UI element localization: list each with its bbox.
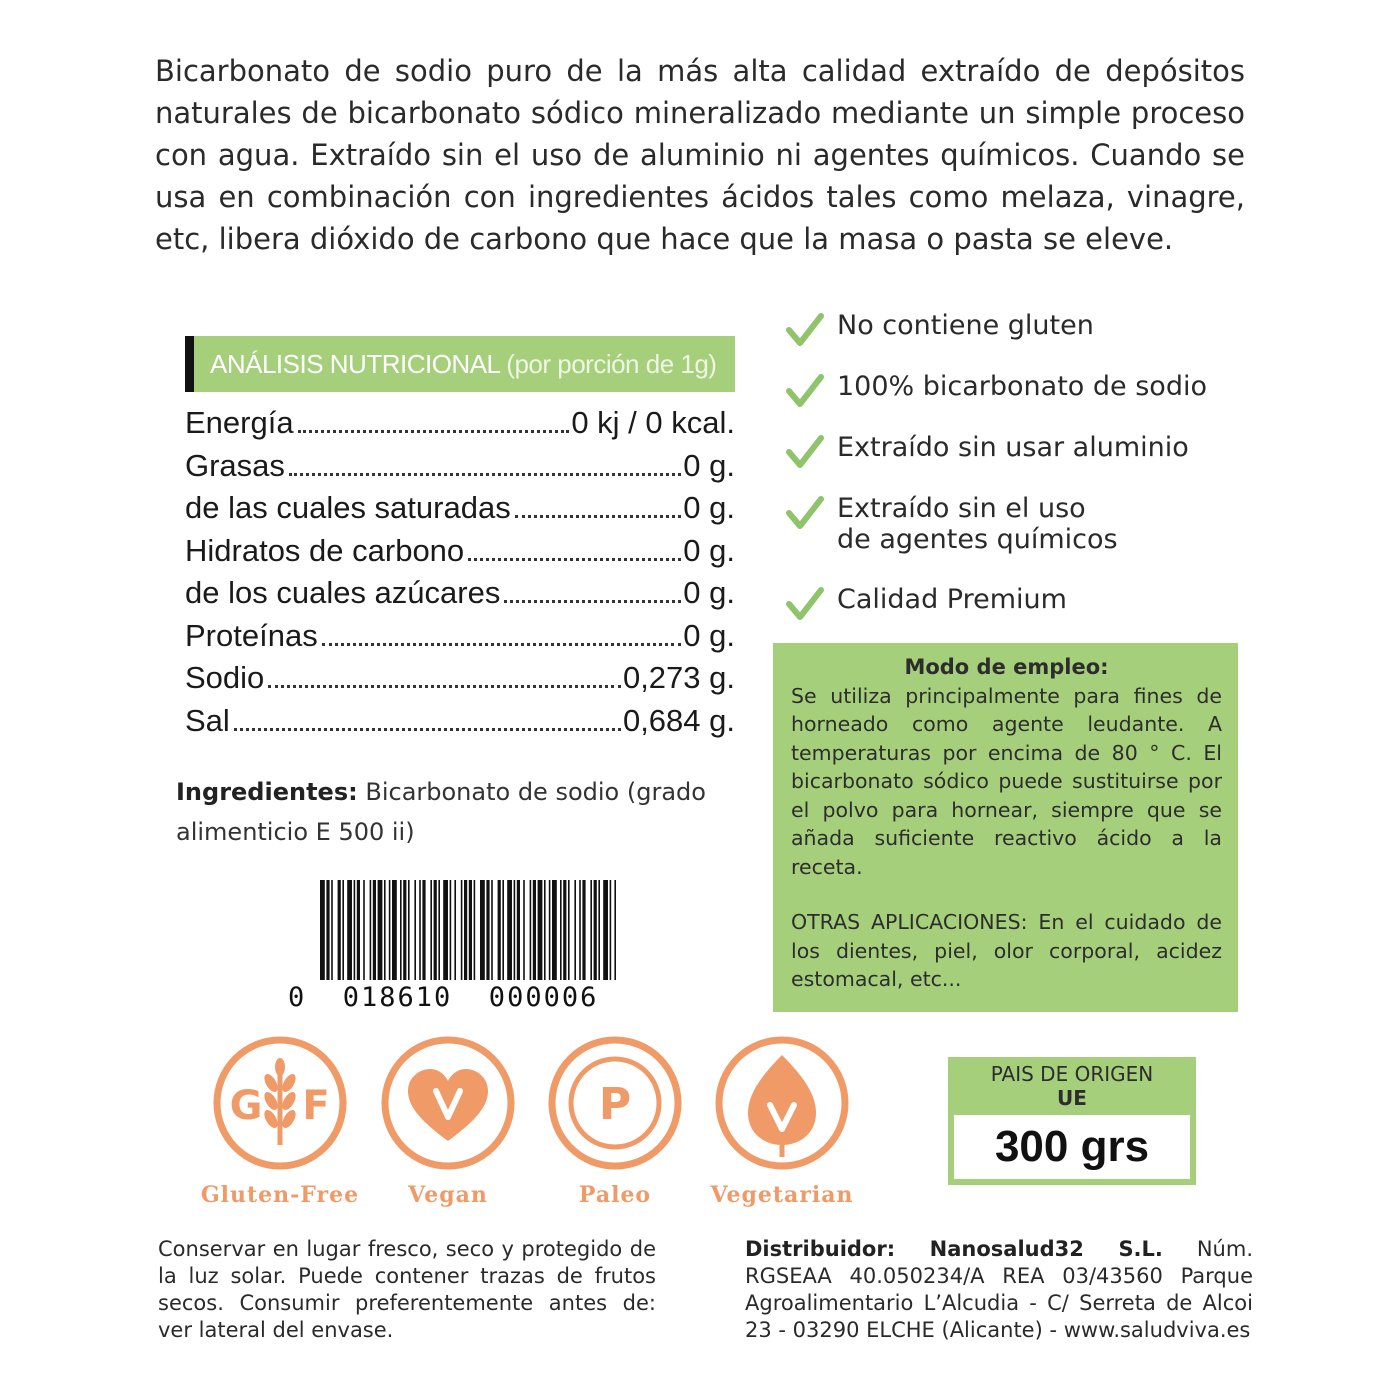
nutrition-value: 0,684 g. [622, 702, 735, 738]
nutrition-value: 0 g. [683, 490, 735, 525]
ingredients [176, 772, 736, 852]
svg-text:G: G [229, 1083, 263, 1129]
nutrition-title: ANÁLISIS NUTRICIONAL [210, 349, 500, 379]
badge-label-vegetarian: Vegetarian [710, 1182, 854, 1208]
nutrition-value: 0 g. [683, 447, 735, 483]
nutrition-label: Sal [185, 702, 230, 738]
ingredients-text: Bicarbonato de sodio (grado alimenticio E 500 ii) [176, 778, 706, 846]
dot-leader [268, 685, 621, 688]
dot-leader [468, 558, 681, 561]
dot-leader [289, 473, 681, 476]
nutrition-label: Grasas [185, 447, 285, 483]
nutrition-label: Sodio [185, 660, 265, 695]
checklist-item [785, 310, 1094, 350]
dot-leader [515, 515, 682, 518]
product-description: Bicarbonato de sodio puro de la más alta calidad extraído de depósitos naturales de bicarbonato sódico mineralizado mediante un simple proceso con agua. Extraído sin el uso de aluminio ni agentes químicos. Cuando se usa en combinación con ingredientes ácidos tales como melaza, vinagre, etc, libera dióxido de carbono que hace que la masa o pasta se eleve. [155, 54, 1245, 256]
nutrition-label: Proteínas [185, 617, 318, 653]
distributor-info [745, 1236, 1253, 1344]
barcode [318, 880, 618, 980]
check-icon [785, 371, 825, 411]
nutrition-row-energy [185, 405, 735, 448]
nutrition-table [185, 405, 735, 745]
nutrition-value: 0,273 g. [622, 660, 735, 695]
nutrition-row-protein [185, 618, 735, 661]
nutrition-header [185, 336, 735, 392]
nutrition-value: 0 g. [683, 617, 735, 653]
svg-text:F: F [302, 1083, 330, 1129]
checklist-item [785, 371, 1207, 411]
check-icon [785, 310, 825, 350]
badge-label-gluten-free: Gluten-Free [200, 1182, 360, 1208]
nutrition-label: de las cuales saturadas [185, 490, 511, 525]
checklist-item [785, 493, 1125, 555]
distributor-text: Núm. RGSEAA 40.050234/A REA 03/43560 Parque Agroalimentario L’Alcudia - C/ Serreta de Alcoi 23 - 03290 ELCHE (Alicante) - www.saludviva.es [745, 1237, 1253, 1342]
nutrition-row-saturated [185, 490, 735, 533]
origin-value: UE [1057, 1086, 1087, 1110]
nutrition-value: 0 g. [683, 575, 735, 610]
dot-leader [322, 643, 682, 646]
usage-other-applications: OTRAS APLICACIONES: En el cuidado de los dientes, piel, olor corporal, acidez estomacal, etc... [791, 910, 1222, 991]
origin-label: PAIS DE ORIGEN [990, 1062, 1154, 1086]
usage-box [773, 643, 1238, 1012]
nutrition-label: Hidratos de carbono [185, 532, 465, 568]
checklist-text: 100% bicarbonato de sodio [837, 371, 1207, 402]
checklist-item [785, 584, 1067, 624]
checklist-text: Calidad Premium [837, 584, 1067, 615]
nutrition-value: 0 kj / 0 kcal. [571, 405, 735, 440]
nutrition-row-sugars [185, 575, 735, 618]
storage-info: Conservar en lugar fresco, seco y protegido de la luz solar. Puede contener trazas de frutos secos. Consumir preferentemente antes de: ver lateral del envase. [158, 1237, 656, 1342]
leaf-v-icon [712, 1033, 852, 1173]
nutrition-value: 0 g. [683, 532, 735, 568]
distributor-label: Distribuidor: Nanosalud32 S.L. [745, 1237, 1163, 1261]
badge-label-paleo: Paleo [578, 1182, 652, 1208]
nutrition-row-sodium [185, 660, 735, 703]
wheat-gf-icon [210, 1033, 350, 1173]
dot-leader [234, 728, 621, 731]
checklist-text: Extraído sin usar aluminio [837, 432, 1189, 463]
usage-title: Modo de empleo: [904, 655, 1109, 679]
check-icon [785, 493, 825, 533]
origin-box [948, 1057, 1196, 1185]
checklist-text: No contiene gluten [837, 310, 1094, 341]
nutrition-row-salt [185, 703, 735, 746]
nutrition-label: de los cuales azúcares [185, 575, 501, 610]
heart-v-icon [378, 1033, 518, 1173]
paleo-p-icon [545, 1033, 685, 1173]
svg-text:P: P [598, 1079, 632, 1130]
dot-leader [298, 430, 570, 433]
nutrition-title-sub: (por porción de 1g) [506, 349, 717, 379]
dot-leader [504, 600, 681, 603]
usage-text: Se utiliza principalmente para fines de horneado como agente leudante. A temperaturas por encima de 80 ° C. El bicarbonato sódico puede sustituirse por el polvo para hornear, siempre que se añada suficiente reactivo ácido a la receta. [791, 683, 1222, 879]
nutrition-row-fat [185, 448, 735, 491]
checklist-item [785, 432, 1189, 472]
net-weight: 300 grs [954, 1115, 1190, 1179]
checklist-text: Extraído sin el uso de agentes químicos [837, 493, 1118, 555]
check-icon [785, 432, 825, 472]
nutrition-row-carbs [185, 533, 735, 576]
nutrition-label: Energía [185, 405, 294, 440]
ingredients-label: Ingredientes: [176, 778, 358, 806]
badge-label-vegan: Vegan [408, 1182, 488, 1208]
barcode-number: 0 018610 000006 [288, 982, 599, 1013]
check-icon [785, 584, 825, 624]
